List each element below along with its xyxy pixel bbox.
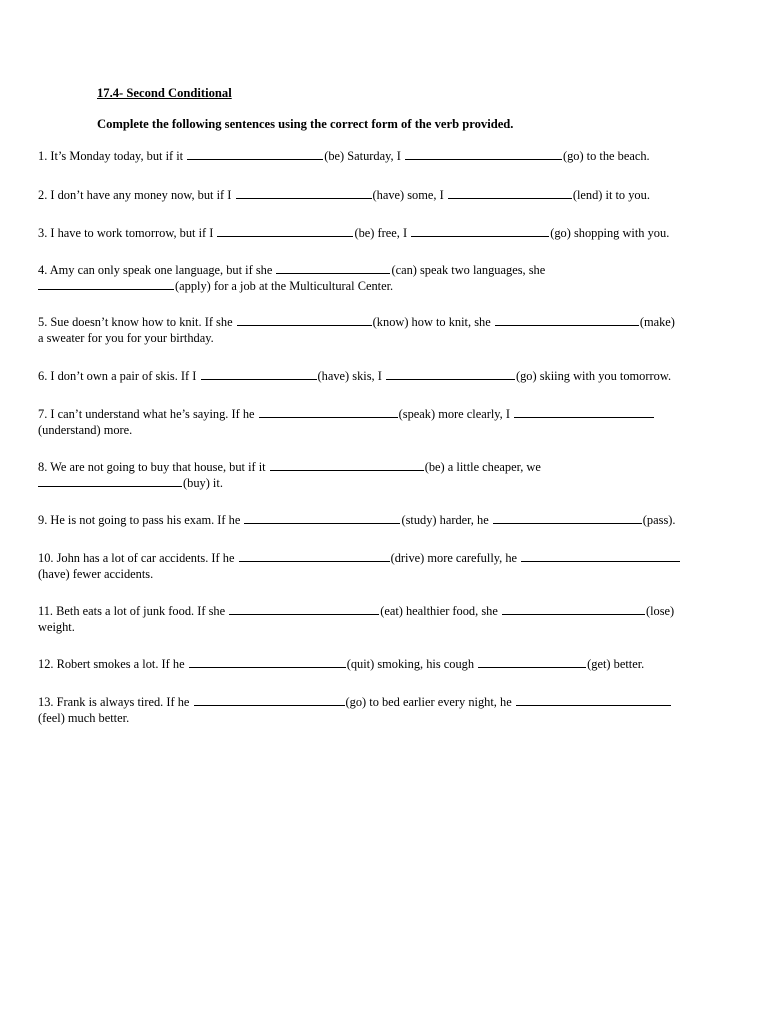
answer-blank[interactable] [502,603,645,615]
answer-blank[interactable] [38,278,174,290]
question-5 [38,314,750,346]
question-12 [38,656,750,672]
question-text: (go) to bed earlier every night, he [345,695,515,709]
question-text: 8. We are not going to buy that house, but if it [38,460,269,474]
question-text: 11. Beth eats a lot of junk food. If she [38,604,229,618]
question-text: 2. I don’t have any money now, but if I [38,188,235,202]
question-text: (know) how to knit, she [372,315,494,329]
question-6 [38,368,750,384]
question-text: (buy) it. [183,476,223,490]
question-13 [38,694,750,726]
question-text: (can) speak two languages, she [391,263,546,277]
question-11 [38,603,750,635]
question-text: (quit) smoking, his cough [346,657,478,671]
answer-blank[interactable] [276,262,390,274]
answer-blank[interactable] [237,314,372,326]
question-text: (go) to the beach. [562,149,650,163]
answer-blank[interactable] [194,694,345,706]
question-text: (go) shopping with you. [550,226,670,240]
answer-blank[interactable] [201,368,317,380]
answer-blank[interactable] [521,550,680,562]
question-text: 7. I can’t understand what he’s saying. If he [38,407,258,421]
question-text: (go) skiing with you tomorrow. [515,369,672,383]
question-text: (lose) [645,604,675,618]
answer-blank[interactable] [187,148,323,160]
answer-blank[interactable] [478,656,586,668]
question-text: (lend) it to you. [572,188,650,202]
answer-blank[interactable] [189,656,346,668]
answer-blank[interactable] [239,550,390,562]
question-text: 4. Amy can only speak one language, but if she [38,263,276,277]
question-text: 13. Frank is always tired. If he [38,695,193,709]
answer-blank[interactable] [411,225,549,237]
question-8 [38,459,750,491]
question-text: (make) [639,315,675,329]
question-3 [38,225,750,241]
page-title: 17.4- Second Conditional [97,86,232,100]
answer-blank[interactable] [270,459,424,471]
question-text: (drive) more carefully, he [390,551,521,565]
question-text: 6. I don’t own a pair of skis. If I [38,369,200,383]
question-4 [38,262,750,294]
question-text: (understand) more. [38,423,133,437]
answer-blank[interactable] [259,406,398,418]
question-text: 9. He is not going to pass his exam. If he [38,513,244,527]
answer-blank[interactable] [38,475,182,487]
answer-blank[interactable] [236,187,372,199]
instructions: Complete the following sentences using the correct form of the verb provided. [97,117,514,131]
question-text: (study) harder, he [401,513,492,527]
question-text: (have) fewer accidents. [38,567,154,581]
question-9 [38,512,750,528]
question-text: 12. Robert smokes a lot. If he [38,657,188,671]
question-text: (be) Saturday, I [324,149,404,163]
answer-blank[interactable] [516,694,671,706]
question-text: (pass). [642,513,676,527]
question-7 [38,406,750,438]
question-text: 5. Sue doesn’t know how to knit. If she [38,315,236,329]
question-text: (speak) more clearly, I [398,407,514,421]
question-text: weight. [38,620,75,634]
answer-blank[interactable] [495,314,639,326]
answer-blank[interactable] [514,406,654,418]
question-10 [38,550,750,582]
question-text: (be) free, I [354,226,411,240]
question-text: (be) a little cheaper, we [424,460,541,474]
question-text: (have) some, I [372,188,447,202]
answer-blank[interactable] [386,368,515,380]
question-text: 10. John has a lot of car accidents. If he [38,551,238,565]
answer-blank[interactable] [448,187,572,199]
answer-blank[interactable] [217,225,353,237]
answer-blank[interactable] [229,603,379,615]
question-text: (apply) for a job at the Multicultural Center. [175,279,394,293]
question-text: (get) better. [587,657,645,671]
question-text: (eat) healthier food, she [380,604,501,618]
question-text: 1. It’s Monday today, but if it [38,149,187,163]
question-text: (feel) much better. [38,711,130,725]
question-1 [38,148,750,164]
question-text: 3. I have to work tomorrow, but if I [38,226,217,240]
answer-blank[interactable] [493,512,642,524]
question-text: (have) skis, I [317,369,385,383]
answer-blank[interactable] [244,512,400,524]
question-2 [38,187,750,203]
answer-blank[interactable] [405,148,562,160]
question-text: a sweater for you for your birthday. [38,331,214,345]
